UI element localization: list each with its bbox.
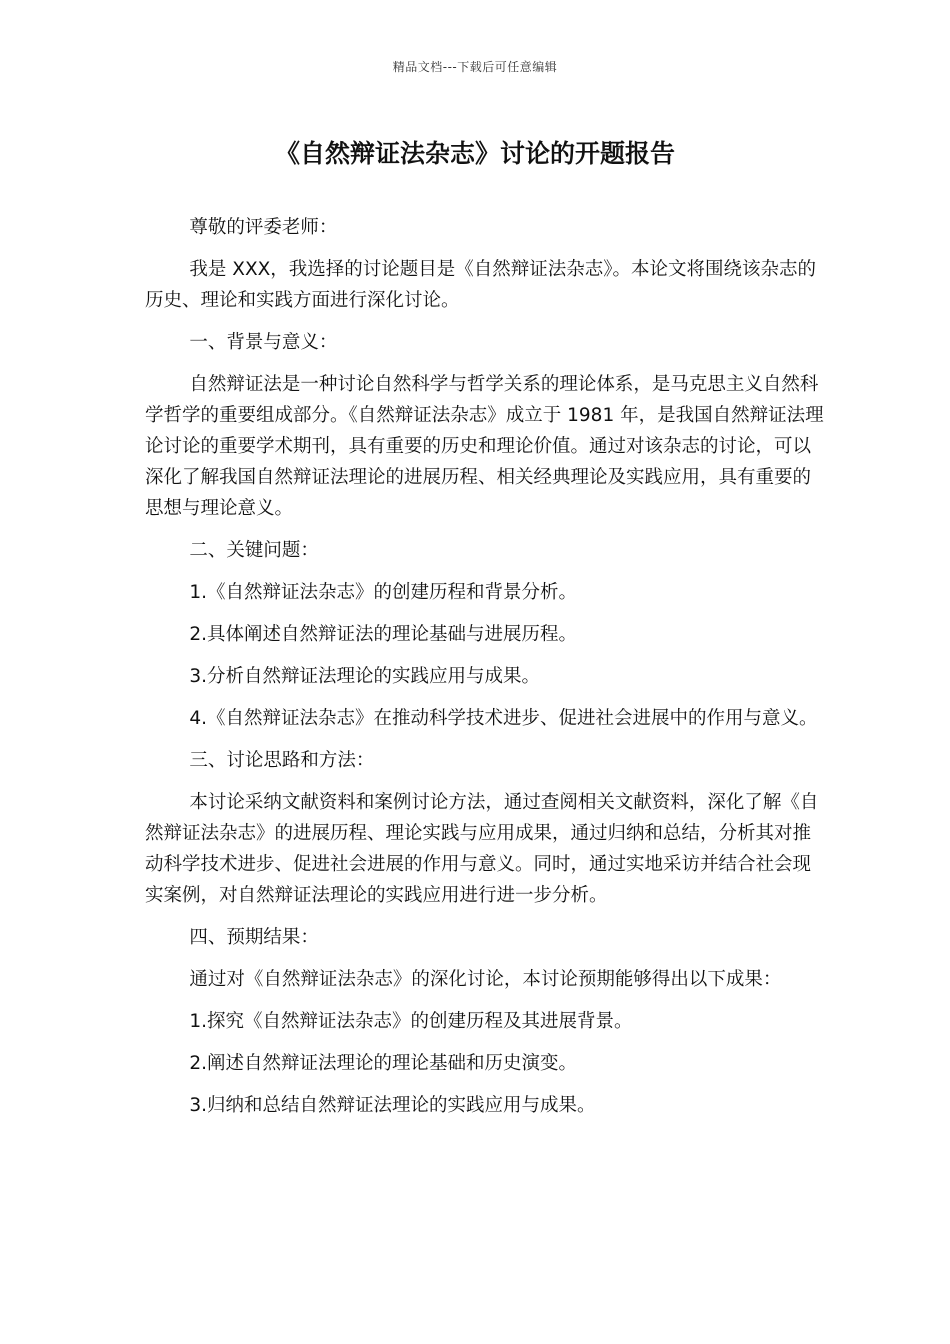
section-heading-key-questions: 二、关键问题： (189, 540, 319, 561)
section-heading-methods: 三、讨论思路和方法： (189, 750, 375, 771)
key-question-item: 3.分析自然辩证法理论的实践应用与成果。 (189, 666, 541, 687)
key-question-item: 1.《自然辩证法杂志》的创建历程和背景分析。 (189, 582, 578, 603)
document-body (145, 212, 825, 1132)
expected-result-item: 1.探究《自然辩证法杂志》的创建历程及其进展背景。 (189, 1011, 633, 1032)
header-note: 精品文档---下载后可任意编辑 (392, 60, 558, 74)
methods-paragraph: 本讨论采纳文献资料和案例讨论方法，通过查阅相关文献资料，深化了解《自然辩证法杂志》的进展历程、理论实践与应用成果，通过归纳和总结，分析其对推动科学技术进步、促进社会进展的作用与意义。同时，通过实地采访并结合社会现实案例，对自然辩证法理论的实践应用进行进一步分析。 (145, 792, 819, 906)
background-paragraph: 自然辩证法是一种讨论自然科学与哲学关系的理论体系，是马克思主义自然科学哲学的重要组成部分。《自然辩证法杂志》成立于 1981 年，是我国自然辩证法理论讨论的重要学术期刊，具有重要的历史和理论价值。通过对该杂志的讨论，可以深化了解我国自然辩证法理论的进展历程、相关经典理论及实践应用，具有重要的思想与理论意义。 (145, 374, 824, 519)
expected-result-item: 3.归纳和总结自然辩证法理论的实践应用与成果。 (189, 1095, 596, 1116)
expected-results-intro: 通过对《自然辩证法杂志》的深化讨论，本讨论预期能够得出以下成果： (189, 969, 782, 990)
key-question-item: 4.《自然辩证法杂志》在推动科学技术进步、促进社会进展中的作用与意义。 (189, 708, 818, 729)
section-heading-background: 一、背景与意义： (189, 332, 338, 353)
section-heading-expected-results: 四、预期结果： (189, 927, 319, 948)
key-question-item: 2.具体阐述自然辩证法的理论基础与进展历程。 (189, 624, 578, 645)
salutation: 尊敬的评委老师： (189, 217, 338, 238)
document-title: 《自然辩证法杂志》讨论的开题报告 (274, 139, 675, 168)
intro-paragraph: 我是 XXX，我选择的讨论题目是《自然辩证法杂志》。本论文将围绕该杂志的历史、理论和实践方面进行深化讨论。 (145, 259, 817, 311)
expected-result-item: 2.阐述自然辩证法理论的理论基础和历史演变。 (189, 1053, 578, 1074)
